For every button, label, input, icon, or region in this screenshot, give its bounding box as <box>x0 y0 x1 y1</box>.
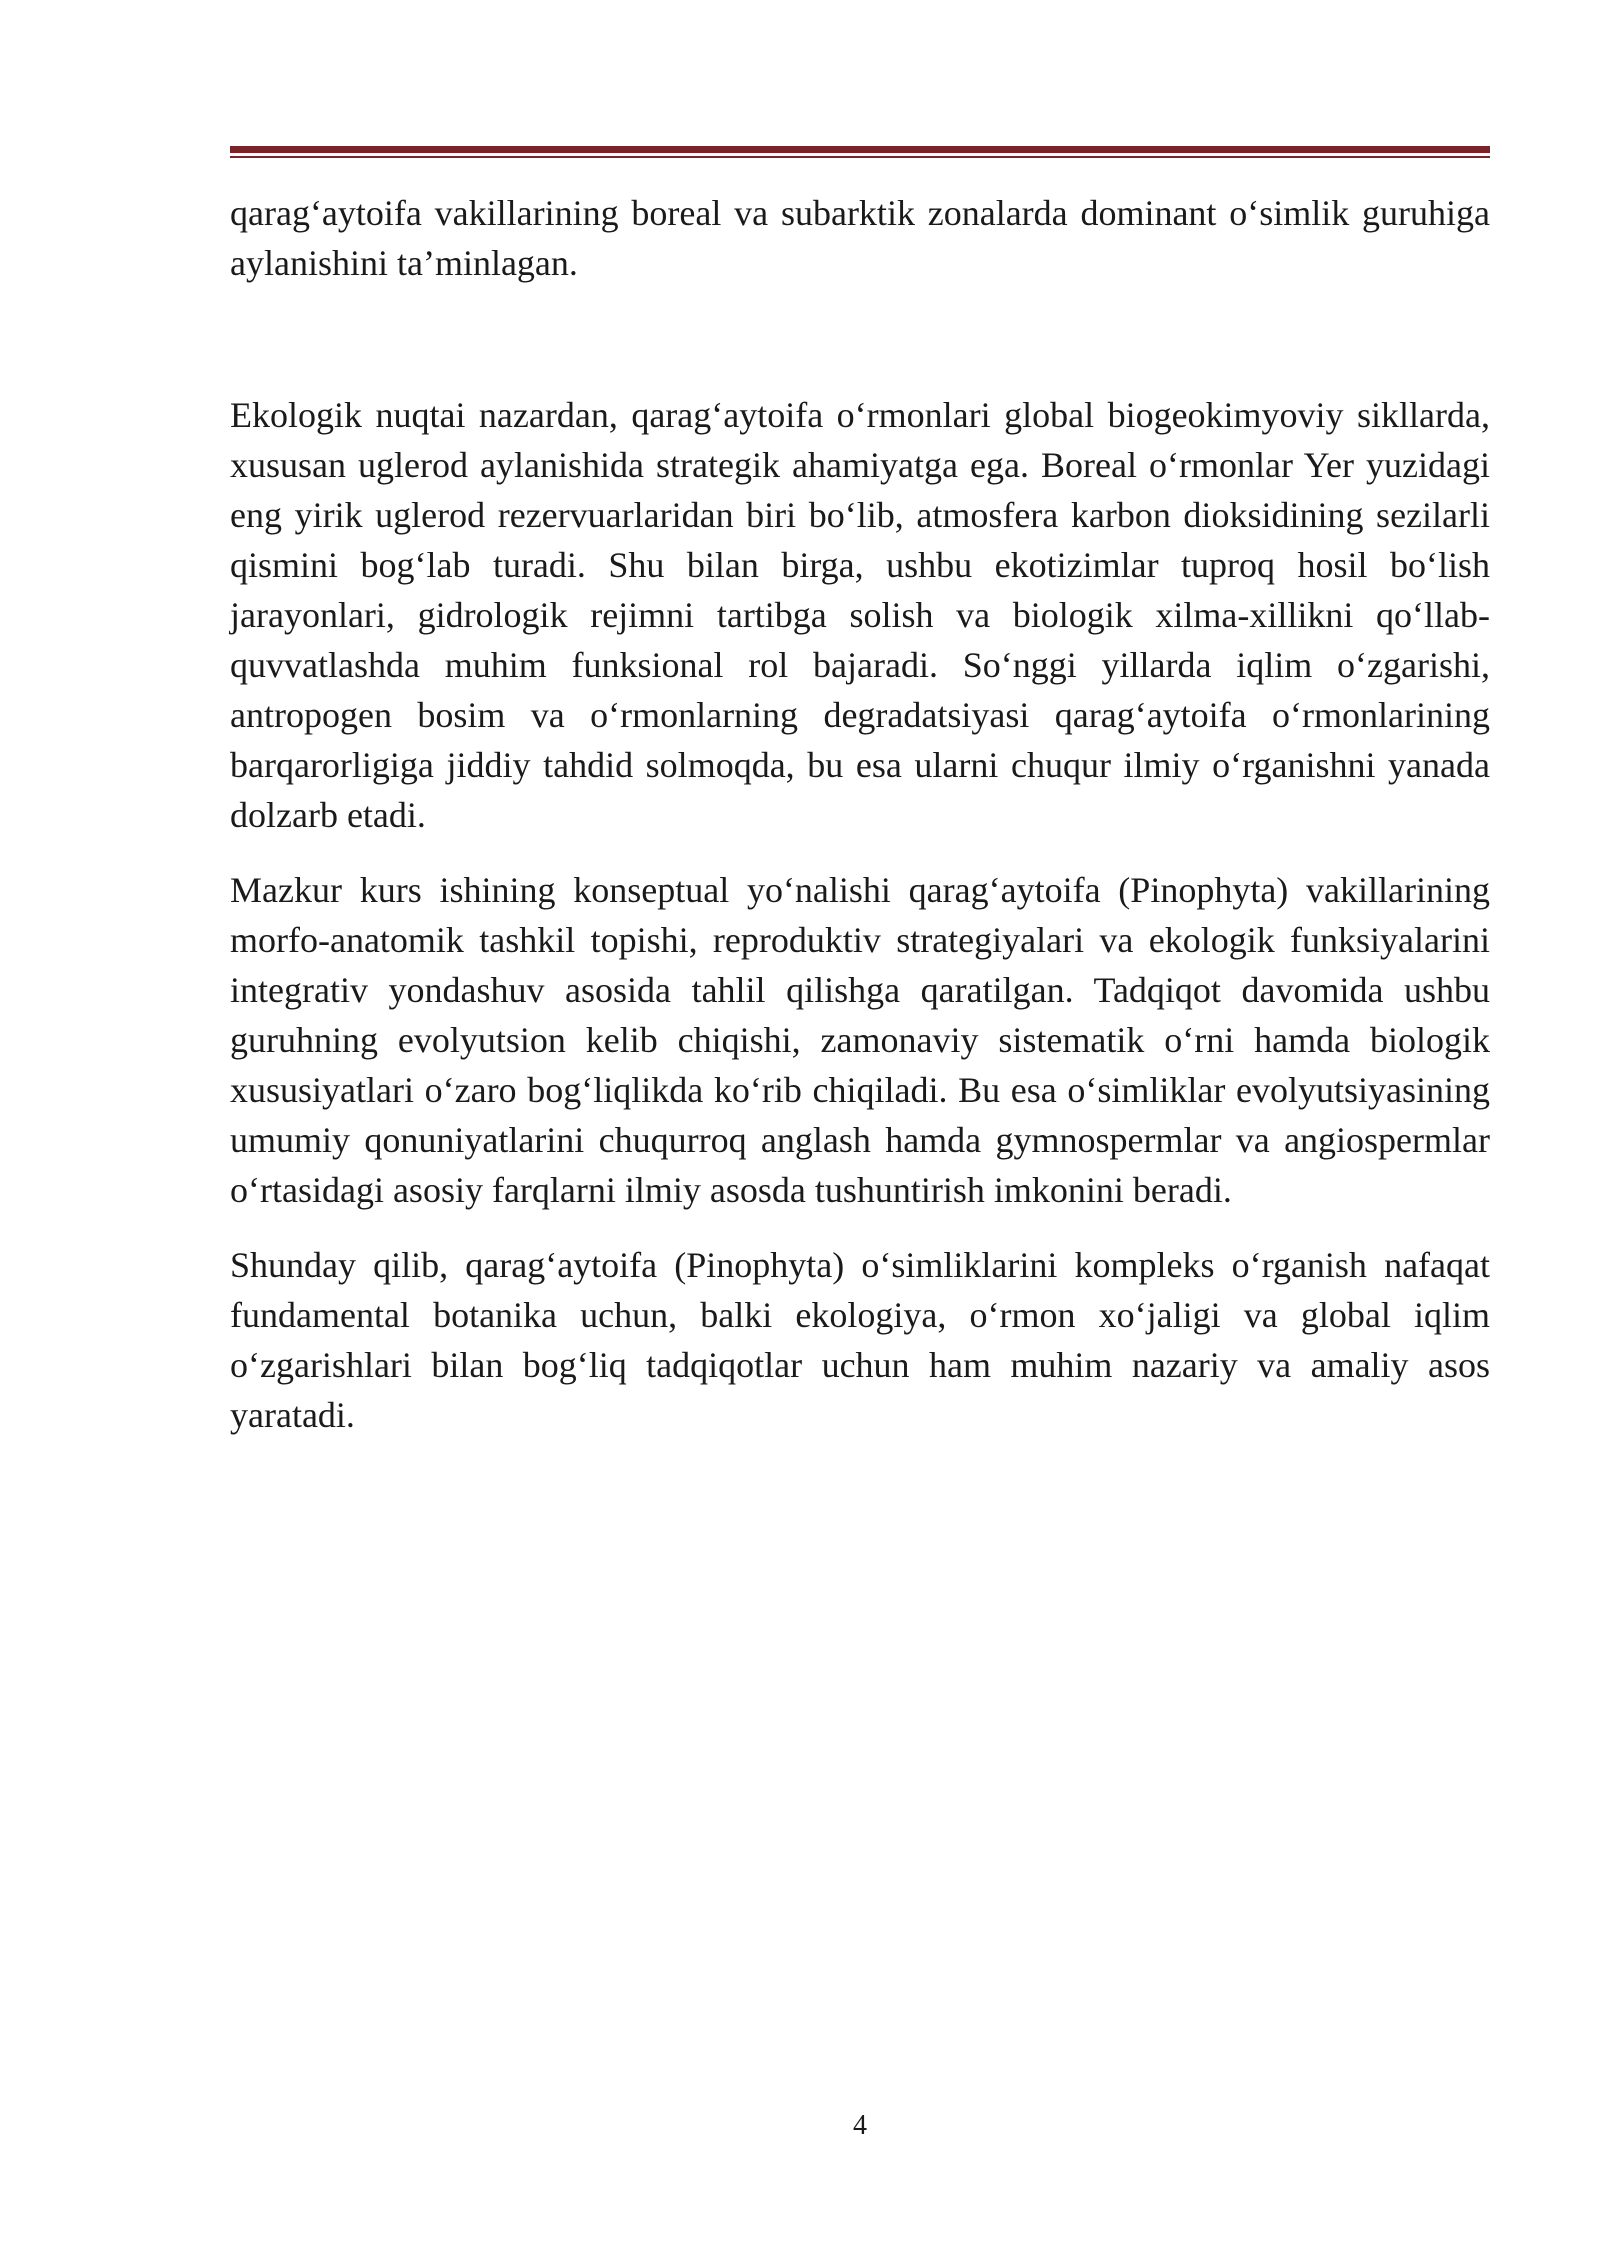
paragraph-1: qarag‘aytoifa vakillarining boreal va subarktik zonalarda dominant o‘simlik guruhiga aylanishini ta’minlagan. <box>230 193 1490 283</box>
body-text <box>230 188 1490 1440</box>
paragraph-3: Mazkur kurs ishining konseptual yo‘nalishi qarag‘aytoifa (Pinophyta) vakillarining morfo-anatomik tashkil topishi, reproduktiv strategiyalari va ekologik funksiyalarini integrativ yondashuv asosida tahlil qilishga qaratilgan. Tadqiqot davomida ushbu guruhning evolyutsion kelib chiqishi, zamonaviy sistematik o‘rni hamda biologik xususiyatlari o‘zaro bog‘liqlikda ko‘rib chiqiladi. Bu esa o‘simliklar evolyutsiyasining umumiy qonuniyatlarini chuqurroq anglash hamda gymnospermlar va angiospermlar o‘rtasidagi asosiy farqlarni ilmiy asosda tushuntirish imkonini beradi. <box>230 870 1490 1210</box>
paragraph-2: Ekologik nuqtai nazardan, qarag‘aytoifa o‘rmonlari global biogeokimyoviy sikllarda, xususan uglerod aylanishida strategik ahamiyatga ega. Boreal o‘rmonlar Yer yuzidagi eng yirik uglerod rezervuarlaridan biri bo‘lib, atmosfera karbon dioksidining sezilarli qismini bog‘lab turadi. Shu bilan birga, ushbu ekotizimlar tuproq hosil bo‘lish jarayonlari, gidrologik rejimni tartibga solish va biologik xilma-xillikni qo‘llab-quvvatlashda muhim funksional rol bajaradi. So‘nggi yillarda iqlim o‘zgarishi, antropogen bosim va o‘rmonlarning degradatsiyasi qarag‘aytoifa o‘rmonlarining barqarorligiga jiddiy tahdid solmoqda, bu esa ularni chuqur ilmiy o‘rganishni yanada dolzarb etadi. <box>230 395 1490 835</box>
header-rule-thin <box>230 156 1490 158</box>
header-rule-thick <box>230 146 1490 153</box>
page-number: 4 <box>853 2110 867 2141</box>
paragraph-4: Shunday qilib, qarag‘aytoifa (Pinophyta) o‘simliklarini kompleks o‘rganish nafaqat fundamental botanika uchun, balki ekologiya, o‘rmon xo‘jaligi va global iqlim o‘zgarishlari bilan bog‘liq tadqiqotlar uchun ham muhim nazariy va amaliy asos yaratadi. <box>230 1245 1490 1435</box>
